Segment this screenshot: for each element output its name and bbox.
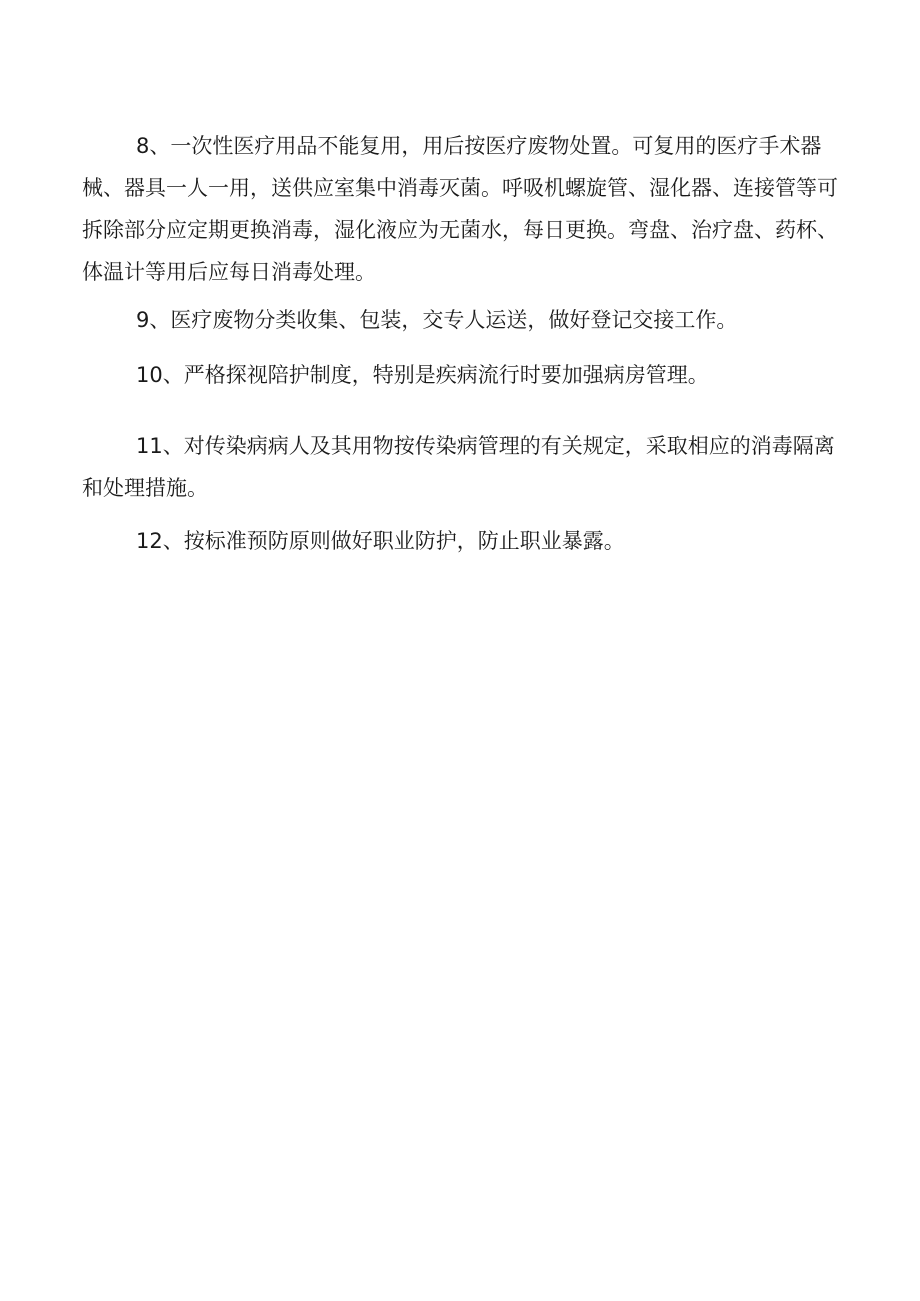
paragraph-11: 11、对传染病病人及其用物按传染病管理的有关规定，采取相应的消毒隔离和处理措施。 <box>82 434 835 500</box>
paragraph-8: 8、一次性医疗用品不能复用，用后按医疗废物处置。可复用的医疗手术器械、器具一人一用，送供应室集中消毒灭菌。呼吸机螺旋管、湿化器、连接管等可拆除部分应定期更换消毒，湿化液应为无菌水，每日更换。弯盘、治疗盘、药杯、体温计等用后应每日消毒处理。 <box>82 134 838 284</box>
paragraph-9: 9、医疗废物分类收集、包装，交专人运送，做好登记交接工作。 <box>136 308 738 332</box>
paragraph-12: 12、按标准预防原则做好职业防护，防止职业暴露。 <box>136 529 625 553</box>
paragraph-10: 10、严格探视陪护制度，特别是疾病流行时要加强病房管理。 <box>136 363 709 387</box>
